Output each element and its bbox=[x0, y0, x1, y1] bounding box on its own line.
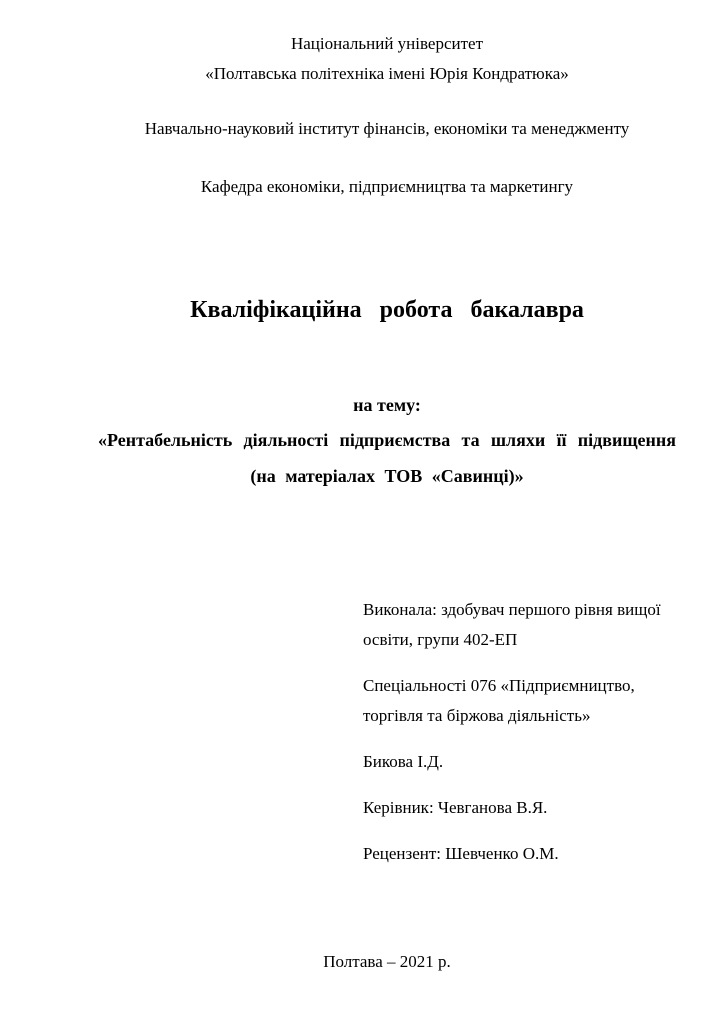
institute-name: Навчально-науковий інститут фінансів, економіки та менеджменту bbox=[144, 119, 630, 138]
page-content bbox=[98, 0, 676, 1024]
university-name-line1: Національний університет bbox=[290, 34, 484, 53]
university-name bbox=[98, 29, 676, 89]
performed-by-text: Виконала: здобувач першого рівня вищої освіти, групи 402-ЕП bbox=[363, 600, 661, 649]
university-name-line2: «Полтавська політехніка імені Юрія Кондратюка» bbox=[205, 64, 569, 83]
topic-title-line1: «Рентабельність діяльності підприємства та шляхи її підвищення bbox=[98, 430, 676, 450]
department-name: Кафедра економіки, підприємництва та маркетингу bbox=[200, 177, 574, 196]
author-block bbox=[363, 595, 678, 885]
reviewer-name: Рецензент: Шевченко О.М. bbox=[363, 844, 559, 863]
city-year-footer: Полтава – 2021 р. bbox=[323, 952, 451, 971]
specialty-text: Спеціальності 076 «Підприємництво, торгівля та біржова діяльність» bbox=[363, 676, 635, 725]
work-type-title: Кваліфікаційна робота бакалавра bbox=[190, 297, 584, 323]
supervisor-name: Керівник: Чевганова В.Я. bbox=[363, 798, 548, 817]
topic-label: на тему: bbox=[353, 395, 421, 415]
author-name: Бикова І.Д. bbox=[363, 752, 444, 771]
topic-title-line2: (на матеріалах ТОВ «Савинці)» bbox=[250, 466, 524, 486]
